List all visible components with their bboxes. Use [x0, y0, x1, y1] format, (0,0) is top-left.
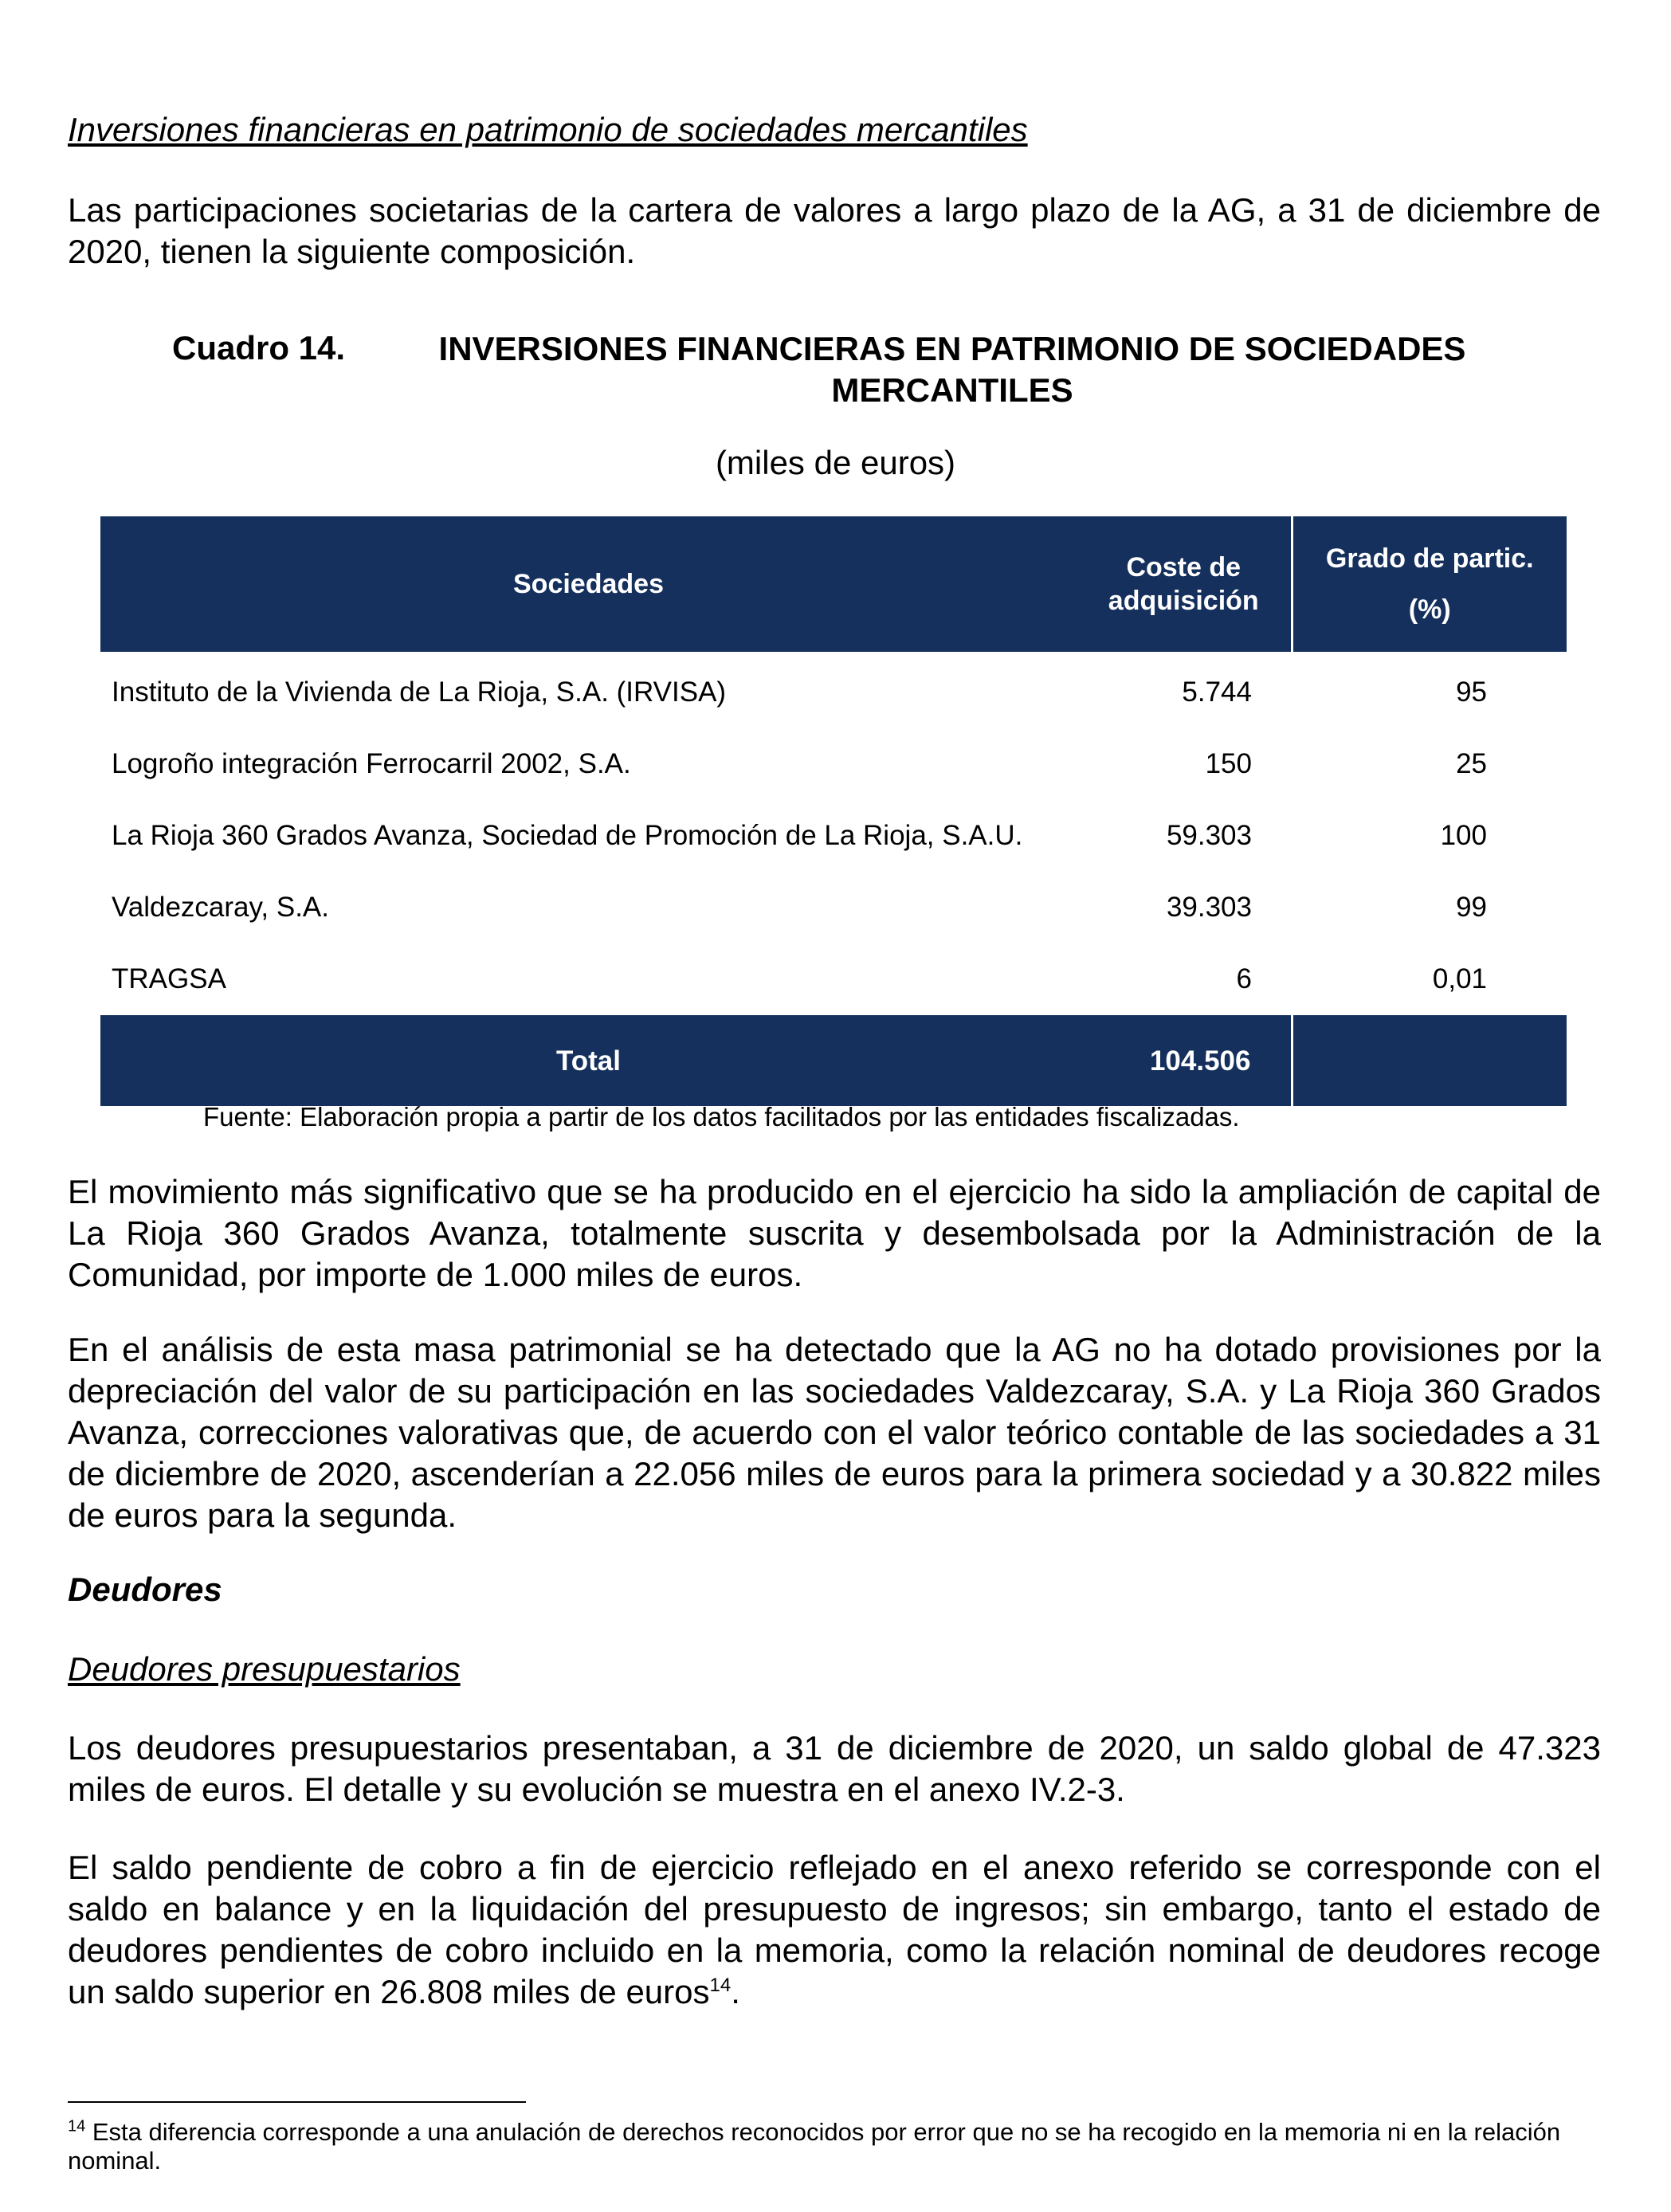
header-share-line2: (%) [1408, 594, 1451, 625]
table-row [100, 652, 1567, 728]
paragraph-debtors: Los deudores presupuestarios presentaban, a 31 de diciembre de 2020, un saldo global de 47.323 miles de euros. El detalle y su evolución se muestra en el anexo IV.2-3. [68, 1729, 1601, 1808]
total-share-empty [1292, 1016, 1567, 1106]
table-total-row [100, 1016, 1567, 1106]
row-cost: 59.303 [1166, 820, 1252, 851]
total-cost: 104.506 [1077, 1016, 1292, 1106]
row-share: 100 [1440, 820, 1487, 851]
intro-paragraph: Las participaciones societarias de la cartera de valores a largo plazo de la AG, a 31 de diciembre de 2020, tienen la siguiente composición. [68, 191, 1601, 270]
footnote-reference[interactable]: 14 [709, 1975, 732, 1996]
table-units: (miles de euros) [715, 444, 956, 481]
row-cost: 5.744 [1182, 677, 1252, 708]
row-company: Logroño integración Ferrocarril 2002, S.A. [112, 748, 631, 779]
row-company: La Rioja 360 Grados Avanza, Sociedad de Promoción de La Rioja, S.A.U. [112, 820, 1023, 851]
header-cost [1077, 516, 1292, 652]
paragraph-analysis: En el análisis de esta masa patrimonial se ha detectado que la AG no ha dotado provisiones por la depreciación del valor de su participación en las sociedades Valdezcaray, S.A. y La Rioja 360 Grados Avanza, correcciones valorativas que, de acuerdo con el valor teórico contable de las sociedades a 31 de diciembre de 2020, ascenderían a 22.056 miles de euros para la primera sociedad y a 30.822 miles de euros para la segunda. [68, 1331, 1601, 1534]
table-caption-label: Cuadro 14. [172, 329, 346, 367]
row-share: 99 [1456, 892, 1487, 923]
row-share: 95 [1456, 677, 1487, 708]
row-company: Valdezcaray, S.A. [112, 892, 329, 923]
footnote-text: Esta diferencia corresponde a una anulación de derechos reconocidos por error que no se ha recogido en la memoria ni en la relación nominal. [68, 2118, 1561, 2175]
paragraph-movement: El movimiento más significativo que se ha producido en el ejercicio ha sido la ampliación de capital de La Rioja 360 Grados Avanza, totalmente suscrita y desembolsada por la Administración de la Comunidad, por importe de 1.000 miles de euros. [68, 1173, 1601, 1293]
row-company: TRAGSA [100, 943, 1077, 1016]
header-share [1292, 516, 1567, 652]
table-header-row [100, 516, 1567, 652]
row-cost: 150 [1205, 748, 1252, 779]
footnote-divider [68, 2101, 526, 2103]
row-share: 0,01 [1292, 943, 1567, 1016]
paragraph-balance [68, 1847, 1601, 2013]
footnote-number: 14 [68, 2117, 86, 2136]
row-cost: 6 [1077, 943, 1292, 1016]
paragraph-balance-end: . [731, 1973, 740, 2010]
row-cost: 39.303 [1166, 892, 1252, 923]
table-row [100, 728, 1567, 800]
heading-debtors: Deudores [68, 1571, 222, 1608]
header-company: Sociedades [100, 516, 1077, 652]
row-share: 25 [1456, 748, 1487, 779]
table-row [100, 943, 1567, 1016]
table-caption-title: INVERSIONES FINANCIERAS EN PATRIMONIO DE SOCIEDADES MERCANTILES [438, 330, 1466, 409]
header-share-line1: Grado de partic. [1325, 543, 1534, 574]
footnote [68, 2118, 1601, 2175]
table-row [100, 872, 1567, 943]
paragraph-balance-text: El saldo pendiente de cobro a fin de ejercicio reflejado en el anexo referido se corresponde con el saldo en balance y en la liquidación del presupuesto de ingresos; sin embargo, tanto el estado de deudores pendientes de cobro incluido en la memoria, como la relación nominal de deudores recoge un saldo superior en 26.808 miles de euros [68, 1849, 1601, 2010]
row-company: Instituto de la Vivienda de La Rioja, S.A. (IRVISA) [112, 677, 727, 708]
total-label: Total [100, 1016, 1077, 1106]
table-row [100, 800, 1567, 872]
section-title: Inversiones financieras en patrimonio de sociedades mercantiles [68, 111, 1028, 148]
source-note: Fuente: Elaboración propia a partir de los datos facilitados por las entidades fiscalizadas. [203, 1102, 1240, 1131]
investments-table [100, 516, 1567, 1106]
heading-budget-debtors: Deudores presupuestarios [68, 1650, 461, 1688]
header-cost-label: Coste de adquisición [1108, 552, 1259, 616]
